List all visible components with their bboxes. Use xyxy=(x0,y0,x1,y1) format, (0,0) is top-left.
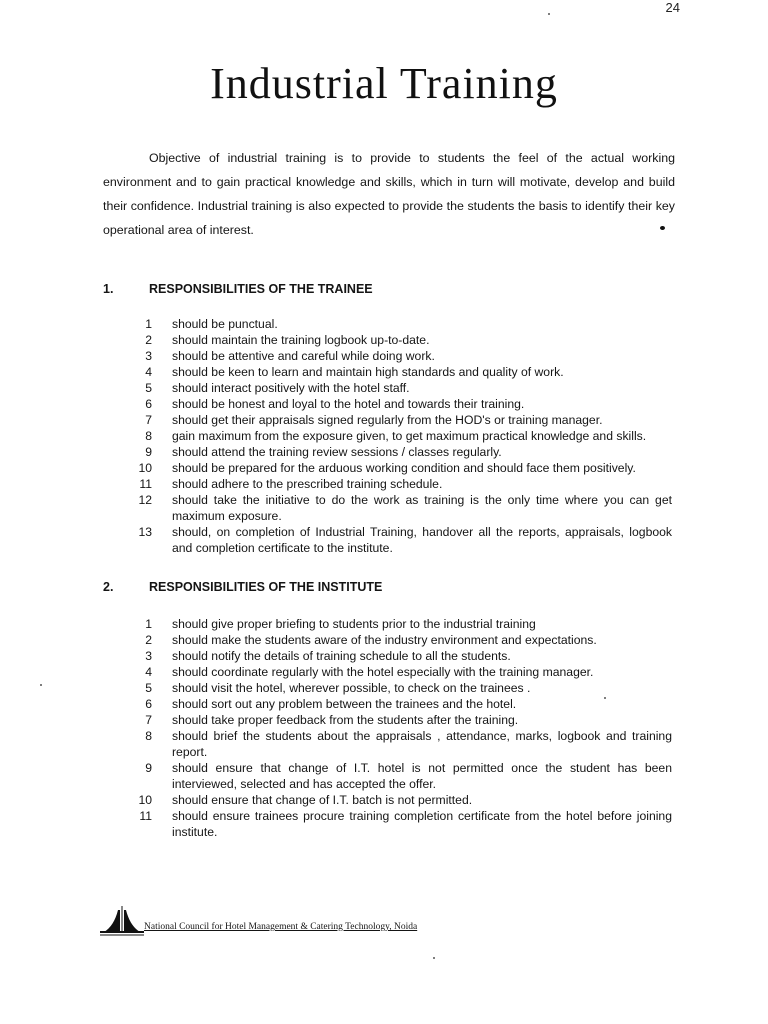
list-item xyxy=(120,808,672,840)
trainee-responsibilities-list xyxy=(120,316,672,556)
list-item xyxy=(120,664,672,680)
list-item-number: 11 xyxy=(139,809,152,823)
list-item xyxy=(120,792,672,808)
footer xyxy=(98,906,458,936)
list-item-text: should, on completion of Industrial Training, handover all the reports, appraisals, logbook and completion certificate to the institute. xyxy=(172,525,672,555)
list-item-number: 5 xyxy=(145,681,152,695)
list-item-number: 1 xyxy=(145,617,152,631)
list-item-number: 7 xyxy=(145,413,152,427)
list-item xyxy=(120,364,672,380)
section-number: 1. xyxy=(103,282,114,296)
scan-speck xyxy=(40,684,42,686)
list-item xyxy=(120,460,672,476)
list-item-text: should get their appraisals signed regularly from the HOD's or training manager. xyxy=(172,413,603,427)
list-item-text: should brief the students about the appraisals , attendance, marks, logbook and training report. xyxy=(172,729,672,759)
list-item-text: should be punctual. xyxy=(172,317,278,331)
list-item-number: 4 xyxy=(145,365,152,379)
section-title: RESPONSIBILITIES OF THE INSTITUTE xyxy=(149,580,383,594)
list-item-text: should be keen to learn and maintain high standards and quality of work. xyxy=(172,365,564,379)
scan-speck xyxy=(604,697,606,699)
list-item-number: 9 xyxy=(145,445,152,459)
list-item xyxy=(120,696,672,712)
list-item xyxy=(120,616,672,632)
list-item-text: should interact positively with the hotel staff. xyxy=(172,381,410,395)
list-item-number: 2 xyxy=(145,633,152,647)
scan-speck xyxy=(548,13,550,15)
list-item-number: 11 xyxy=(139,477,152,491)
council-logo-icon xyxy=(98,906,146,936)
list-item-text: should ensure trainees procure training completion certificate from the hotel before joining institute. xyxy=(172,809,672,839)
list-item xyxy=(120,332,672,348)
list-item-number: 1 xyxy=(145,317,152,331)
list-item-number: 7 xyxy=(145,713,152,727)
list-item-text: should give proper briefing to students prior to the industrial training xyxy=(172,617,536,631)
list-item-text: should take the initiative to do the work as training is the only time where you can get maximum exposure. xyxy=(172,493,672,523)
list-item-text: should be attentive and careful while doing work. xyxy=(172,349,435,363)
list-item-number: 8 xyxy=(145,729,152,743)
list-item xyxy=(120,316,672,332)
list-item-number: 9 xyxy=(145,761,152,775)
list-item-number: 3 xyxy=(145,649,152,663)
list-item xyxy=(120,680,672,696)
list-item-text: should take proper feedback from the students after the training. xyxy=(172,713,519,727)
list-item xyxy=(120,428,672,444)
page-number: 24 xyxy=(665,0,680,15)
list-item-text: should be honest and loyal to the hotel and towards their training. xyxy=(172,397,525,411)
list-item xyxy=(120,380,672,396)
list-item xyxy=(120,396,672,412)
section-heading-institute xyxy=(103,580,382,594)
scan-speck xyxy=(433,957,435,959)
list-item xyxy=(120,632,672,648)
list-item xyxy=(120,524,672,556)
list-item-text: should attend the training review sessions / classes regularly. xyxy=(172,445,502,459)
list-item xyxy=(120,728,672,760)
list-item xyxy=(120,476,672,492)
list-item xyxy=(120,712,672,728)
scan-speck xyxy=(660,226,665,230)
list-item-number: 12 xyxy=(138,493,152,507)
list-item-text: should sort out any problem between the trainees and the hotel. xyxy=(172,697,517,711)
list-item-number: 10 xyxy=(138,793,152,807)
list-item-text: should maintain the training logbook up-to-date. xyxy=(172,333,430,347)
list-item xyxy=(120,412,672,428)
list-item xyxy=(120,492,672,524)
footer-text: National Council for Hotel Management & Catering Technology, Noida xyxy=(144,922,418,932)
section-title: RESPONSIBILITIES OF THE TRAINEE xyxy=(149,282,373,296)
list-item-number: 10 xyxy=(138,461,152,475)
list-item-number: 5 xyxy=(145,381,152,395)
list-item-text: should ensure that change of I.T. batch is not permitted. xyxy=(172,793,473,807)
page-title: Industrial Training xyxy=(210,59,558,108)
list-item xyxy=(120,444,672,460)
list-item-number: 2 xyxy=(145,333,152,347)
list-item xyxy=(120,760,672,792)
list-item-text: should be prepared for the arduous working condition and should face them positively. xyxy=(172,461,636,475)
list-item-text: should adhere to the prescribed training schedule. xyxy=(172,477,443,491)
list-item-number: 8 xyxy=(145,429,152,443)
list-item xyxy=(120,648,672,664)
list-item-number: 13 xyxy=(138,525,152,539)
institute-responsibilities-list xyxy=(120,616,672,840)
list-item-text: should ensure that change of I.T. hotel is not permitted once the student has been interviewed, selected and has accepted the offer. xyxy=(172,761,672,791)
section-heading-trainee xyxy=(103,282,373,296)
list-item-number: 3 xyxy=(145,349,152,363)
list-item-number: 6 xyxy=(145,397,152,411)
list-item-text: should make the students aware of the industry environment and expectations. xyxy=(172,633,597,647)
list-item-text: should visit the hotel, wherever possible, to check on the trainees . xyxy=(172,681,531,695)
list-item-text: gain maximum from the exposure given, to get maximum practical knowledge and skills. xyxy=(172,429,647,443)
list-item-number: 6 xyxy=(145,697,152,711)
list-item-text: should coordinate regularly with the hotel especially with the training manager. xyxy=(172,665,594,679)
objective-paragraph: Objective of industrial training is to provide to students the feel of the actual working environment and to gain practical knowledge and skills, which in turn will motivate, develop and build their confidence. Industrial training is also expected to provide the students the basis to identify their key operational area of interest. xyxy=(103,151,675,237)
list-item-text: should notify the details of training schedule to all the students. xyxy=(172,649,511,663)
list-item xyxy=(120,348,672,364)
section-number: 2. xyxy=(103,580,114,594)
list-item-number: 4 xyxy=(145,665,152,679)
